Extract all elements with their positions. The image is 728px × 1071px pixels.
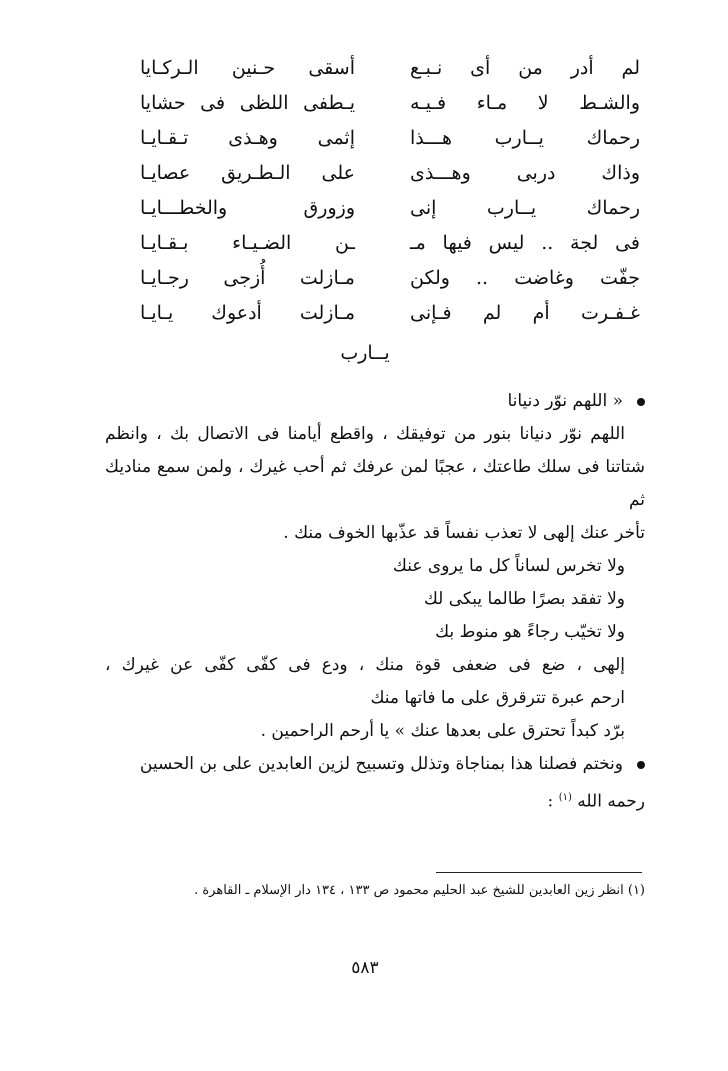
colon: : (547, 791, 554, 812)
page-number: ٥٨٣ (351, 958, 379, 978)
verse-left-hemistich: يـطفى اللظى فى حشايا (140, 91, 355, 114)
prayer-line: برّد كبداً تحترق على بعدها عنك » يا أرحم الراحمين . (260, 721, 625, 741)
verse-left-hemistich: أسقى حـنين الـركـايا (140, 56, 355, 79)
paragraph-line (105, 781, 645, 819)
verse-left-hemistich: على الـطـريق عصايـا (140, 161, 355, 184)
bullet-icon (637, 398, 645, 406)
bullet-paragraph (105, 385, 645, 418)
verse-right-hemistich: وذاك دربى وهـــذى (410, 161, 640, 184)
footnote-divider (436, 872, 642, 873)
prayer-line: ولا تخيّب رجاءً هو منوط بك (435, 622, 625, 642)
verse-left-hemistich: ـن الضـيـاء بـقـايـا (140, 231, 355, 254)
paragraph-line: اللهم نوّر دنيانا بنور من توفيقك ، واقطع أيامنا فى الاتصال بك ، وانظم (105, 424, 625, 444)
bullet-paragraph (105, 748, 645, 781)
verse-left-hemistich: وزورق والخطـــايـا (140, 196, 355, 219)
footnote: (١) انظر زين العابدين للشيخ عبد الحليم محمود ص ١٣٣ ، ١٣٤ دار الإسلام ـ القاهرة . (194, 883, 645, 898)
footnote-marker: (١) (558, 792, 572, 803)
bullet-text: « اللهم نوّر دنيانا (507, 391, 623, 411)
verse-left-hemistich: مـازلت أُزجى رجـايـا (140, 266, 355, 289)
prayer-line: ولا تفقد بصرًا طالما يبكى لك (423, 589, 625, 609)
verse-right-hemistich: لم أدر من أى نـبـع (410, 56, 640, 79)
paragraph-line: تأخر عنك إلهى لا تعذب نفساً قد عذّبها الخوف منك . (283, 523, 645, 543)
verse-right-hemistich: غـفـرت أم لم فـإنى (410, 301, 640, 324)
paragraph-line: شتاتنا فى سلك طاعتك ، عجبًا لمن عرفك ثم أحب غيرك ، ولمن سمع مناديك ثم (105, 457, 645, 510)
verse-row (140, 225, 640, 260)
prayer-line: ولا تخرس لساناً كل ما يروى عنك (392, 556, 625, 576)
verse-row (140, 50, 640, 85)
prose-body (105, 385, 645, 819)
verse-row (140, 190, 640, 225)
verse-row (140, 85, 640, 120)
poem-refrain: يــارب (340, 342, 390, 364)
verse-right-hemistich: فى لجة .. ليس فيها مـ (410, 231, 640, 254)
verse-right-hemistich: جفّت وغاضت .. ولكن (410, 266, 640, 289)
verse-row (140, 260, 640, 295)
bullet-text: ونختم فصلنا هذا بمناجاة وتذلل وتسبيح لزين العابدين على بن الحسين (139, 754, 623, 774)
prayer-line: إلهى ، ضع فى ضعفى قوة منك ، ودع فى كفّى كفّى عن غيرك ، (105, 655, 625, 675)
bullet-icon (637, 761, 645, 769)
verse-row (140, 295, 640, 330)
verse-right-hemistich: رحماك يــارب هـــذا (410, 126, 640, 149)
verse-left-hemistich: مـازلت أدعوك يـايـا (140, 301, 355, 324)
verse-right-hemistich: رحماك يــارب إنى (410, 196, 640, 219)
bullet-text-continuation: رحمه الله (577, 791, 645, 812)
verse-left-hemistich: إثمى وهـذى تـقـايـا (140, 126, 355, 149)
verse-right-hemistich: والشـط لا مـاء فـيـه (410, 91, 640, 114)
verse-row (140, 120, 640, 155)
verse-row (140, 155, 640, 190)
prayer-line: ارحم عبرة تترقرق على ما فاتها منك (370, 688, 625, 708)
poem (140, 50, 640, 330)
